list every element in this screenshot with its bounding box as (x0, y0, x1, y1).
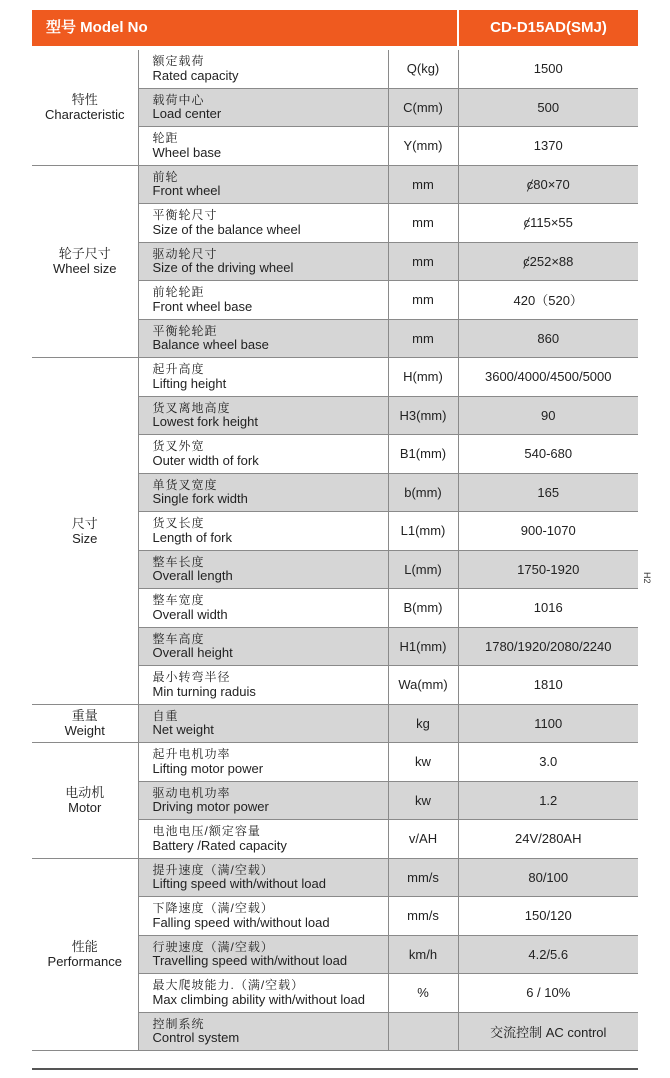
parameter-cell (138, 88, 388, 127)
parameter-label-en: Min turning raduis (152, 683, 256, 699)
category-label-en: Characteristic (45, 107, 125, 123)
category-cell (32, 743, 138, 859)
parameter-cell (138, 242, 388, 281)
spec-table (32, 50, 638, 1051)
table-row (32, 165, 638, 204)
table-bottom-rule (32, 1068, 638, 1070)
parameter-label-en: Load center (152, 106, 222, 122)
parameter-label-en: Wheel base (152, 144, 222, 160)
value-cell: 540-680 (458, 435, 638, 474)
parameter-cell (138, 358, 388, 397)
parameter-label-en: Driving motor power (152, 799, 269, 815)
unit-cell: L1(mm) (388, 512, 458, 551)
parameter-cell (138, 319, 388, 358)
parameter-label-cn: 最小转弯半径 (152, 670, 231, 685)
category-cell (32, 358, 138, 705)
category-label-en: Weight (64, 723, 105, 739)
category-cell (32, 704, 138, 743)
value-cell: 6 / 10% (458, 974, 638, 1013)
unit-cell: mm (388, 204, 458, 243)
parameter-cell (138, 1012, 388, 1051)
category-cell (32, 858, 138, 1051)
parameter-label-cn: 平衡轮尺寸 (152, 208, 218, 223)
parameter-cell (138, 473, 388, 512)
category-label-cn: 特性 (71, 92, 98, 108)
parameter-label-cn: 货叉离地高度 (152, 400, 231, 415)
value-cell: 1780/1920/2080/2240 (458, 627, 638, 666)
parameter-label-cn: 货叉外宽 (152, 439, 205, 454)
parameter-label-cn: 最大爬坡能力.（满/空载） (152, 978, 305, 993)
value-cell: 90 (458, 396, 638, 435)
parameter-cell (138, 550, 388, 589)
parameter-label-en: Size of the driving wheel (152, 260, 294, 276)
parameter-cell (138, 781, 388, 820)
parameter-label-cn: 自重 (152, 708, 179, 723)
parameter-label-en: Lowest fork height (152, 414, 259, 430)
unit-cell: H1(mm) (388, 627, 458, 666)
parameter-label-en: Battery /Rated capacity (152, 837, 287, 853)
value-cell: ȼ252×88 (458, 242, 638, 281)
value-cell: 1016 (458, 589, 638, 628)
category-label-en: Size (72, 530, 98, 546)
unit-cell: C(mm) (388, 88, 458, 127)
parameter-cell (138, 974, 388, 1013)
table-row (32, 704, 638, 743)
value-cell: 80/100 (458, 858, 638, 897)
model-value: CD-D15AD(SMJ) (490, 19, 607, 36)
parameter-label-en: Control system (152, 1030, 240, 1046)
table-row (32, 743, 638, 782)
parameter-cell (138, 589, 388, 628)
parameter-cell (138, 127, 388, 166)
parameter-label-cn: 电池电压/额定容量 (152, 824, 261, 839)
parameter-cell (138, 858, 388, 897)
value-cell: 3.0 (458, 743, 638, 782)
parameter-label-en: Size of the balance wheel (152, 221, 301, 237)
unit-cell: v/AH (388, 820, 458, 859)
value-cell: 165 (458, 473, 638, 512)
unit-cell: mm (388, 281, 458, 320)
parameter-cell (138, 935, 388, 974)
value-cell: 1750-1920 (458, 550, 638, 589)
parameter-label-cn: 额定载荷 (152, 54, 205, 69)
parameter-label-cn: 起升高度 (152, 362, 205, 377)
unit-cell: Q(kg) (388, 50, 458, 88)
category-label-cn: 轮子尺寸 (58, 246, 111, 262)
parameter-label-en: Front wheel (152, 183, 221, 199)
unit-cell: Y(mm) (388, 127, 458, 166)
parameter-label-cn: 货叉长度 (152, 516, 205, 531)
parameter-label-cn: 驱动轮尺寸 (152, 246, 218, 261)
value-cell: 1100 (458, 704, 638, 743)
value-cell: 1810 (458, 666, 638, 705)
unit-cell: B(mm) (388, 589, 458, 628)
category-label-cn: 性能 (71, 939, 98, 955)
unit-cell: % (388, 974, 458, 1013)
parameter-cell (138, 281, 388, 320)
unit-cell: mm (388, 165, 458, 204)
value-cell: 4.2/5.6 (458, 935, 638, 974)
value-cell: 3600/4000/4500/5000 (458, 358, 638, 397)
parameter-label-cn: 轮距 (152, 131, 179, 146)
parameter-label-cn: 整车高度 (152, 631, 205, 646)
unit-cell: L(mm) (388, 550, 458, 589)
category-label-en: Performance (47, 954, 122, 970)
table-row (32, 358, 638, 397)
unit-cell: mm/s (388, 858, 458, 897)
parameter-label-cn: 平衡轮轮距 (152, 323, 218, 338)
unit-cell: mm/s (388, 897, 458, 936)
parameter-cell (138, 627, 388, 666)
parameter-label-en: Outer width of fork (152, 452, 259, 468)
parameter-label-cn: 单货叉宽度 (152, 477, 218, 492)
category-label-cn: 电动机 (65, 785, 105, 801)
value-cell: 150/120 (458, 897, 638, 936)
parameter-label-cn: 下降速度（满/空载） (152, 901, 274, 916)
unit-cell: Wa(mm) (388, 666, 458, 705)
value-cell: 1500 (458, 50, 638, 88)
parameter-label-en: Single fork width (152, 491, 248, 507)
parameter-label-cn: 驱动电机功率 (152, 785, 231, 800)
parameter-cell (138, 204, 388, 243)
value-cell: 1370 (458, 127, 638, 166)
parameter-cell (138, 396, 388, 435)
unit-cell: kg (388, 704, 458, 743)
table-header (32, 10, 638, 46)
parameter-label-en: Front wheel base (152, 298, 253, 314)
parameter-label-en: Lifting motor power (152, 760, 264, 776)
parameter-cell (138, 666, 388, 705)
value-cell: 420（520） (458, 281, 638, 320)
parameter-label-cn: 前轮 (152, 169, 179, 184)
table-row (32, 858, 638, 897)
parameter-cell (138, 704, 388, 743)
parameter-label-cn: 提升速度（满/空载） (152, 862, 274, 877)
value-cell: 1.2 (458, 781, 638, 820)
parameter-label-en: Length of fork (152, 529, 232, 545)
value-cell: 900-1070 (458, 512, 638, 551)
parameter-label-en: Lifting speed with/without load (152, 876, 326, 892)
parameter-label-en: Balance wheel base (152, 337, 269, 353)
parameter-label-cn: 载荷中心 (152, 92, 205, 107)
unit-cell: b(mm) (388, 473, 458, 512)
category-label-cn: 重量 (71, 708, 98, 724)
unit-cell: mm (388, 319, 458, 358)
category-cell (32, 165, 138, 358)
parameter-cell (138, 743, 388, 782)
unit-cell: kw (388, 743, 458, 782)
unit-cell: km/h (388, 935, 458, 974)
category-label-en: Wheel size (52, 261, 117, 277)
parameter-cell (138, 820, 388, 859)
parameter-label-en: Max climbing ability with/without load (152, 991, 365, 1007)
unit-cell (388, 1012, 458, 1051)
parameter-label-en: Overall length (152, 568, 233, 584)
parameter-cell (138, 165, 388, 204)
unit-cell: kw (388, 781, 458, 820)
unit-cell: B1(mm) (388, 435, 458, 474)
parameter-label-cn: 前轮轮距 (152, 285, 205, 300)
parameter-label-cn: 控制系统 (152, 1016, 205, 1031)
unit-cell: H3(mm) (388, 396, 458, 435)
unit-cell: H(mm) (388, 358, 458, 397)
category-cell (32, 50, 138, 165)
parameter-label-en: Travelling speed with/without load (152, 953, 348, 969)
parameter-cell (138, 435, 388, 474)
parameter-label-cn: 整车宽度 (152, 593, 205, 608)
category-label-en: Motor (68, 800, 102, 816)
table-row (32, 50, 638, 88)
parameter-label-en: Falling speed with/without load (152, 914, 330, 930)
side-mark: H2 (642, 572, 652, 584)
parameter-label-cn: 起升电机功率 (152, 747, 231, 762)
category-label-cn: 尺寸 (71, 515, 98, 531)
parameter-label-en: Rated capacity (152, 67, 239, 83)
value-cell: 500 (458, 88, 638, 127)
parameter-label-en: Overall width (152, 606, 228, 622)
value-cell: ȼ80×70 (458, 165, 638, 204)
parameter-label-en: Lifting height (152, 375, 227, 391)
parameter-label-cn: 行驶速度（满/空载） (152, 939, 274, 954)
parameter-label-cn: 整车长度 (152, 554, 205, 569)
value-cell: 860 (458, 319, 638, 358)
parameter-label-en: Overall height (152, 645, 233, 661)
parameter-cell (138, 50, 388, 88)
unit-cell: mm (388, 242, 458, 281)
value-cell: ȼ115×55 (458, 204, 638, 243)
value-cell: 24V/280AH (458, 820, 638, 859)
model-label: 型号 Model No (46, 19, 148, 36)
value-cell: 交流控制 AC control (458, 1012, 638, 1051)
parameter-cell (138, 512, 388, 551)
parameter-cell (138, 897, 388, 936)
parameter-label-en: Net weight (152, 722, 214, 738)
